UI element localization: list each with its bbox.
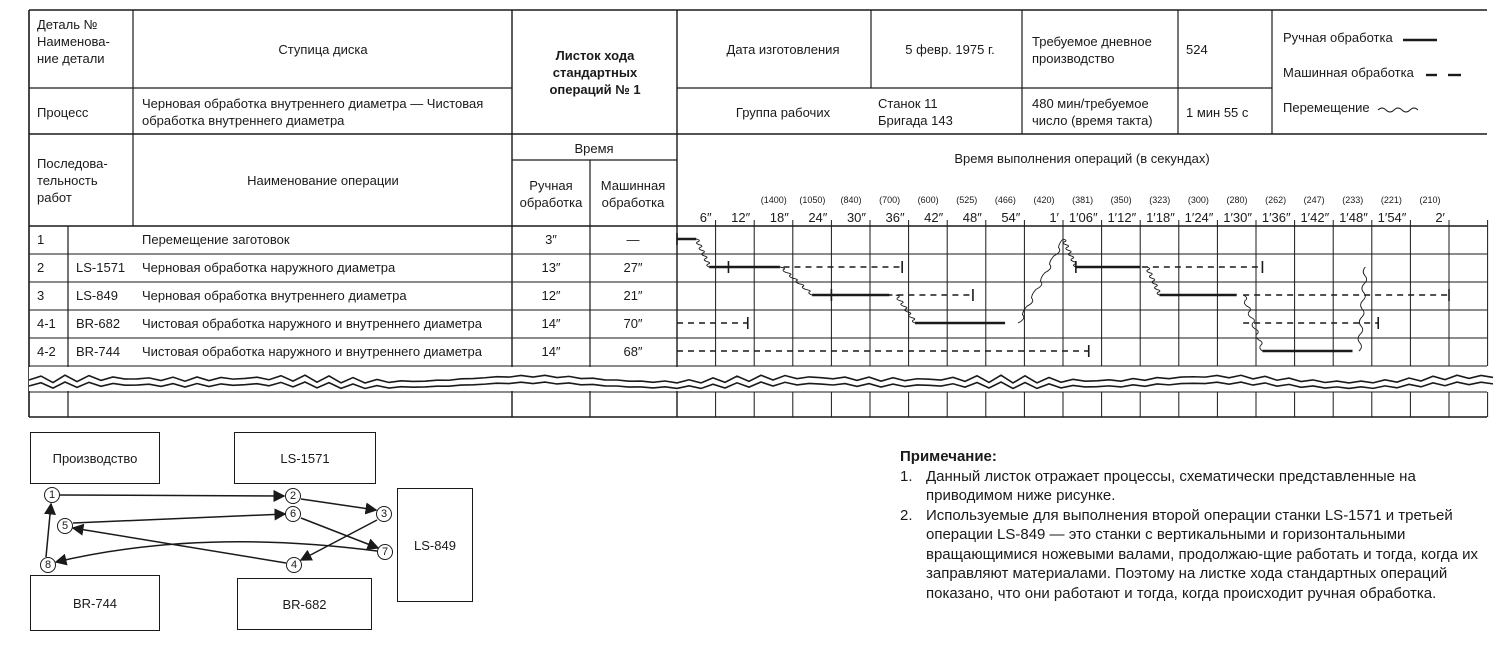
machine-time-header: Машинная обработка bbox=[600, 178, 666, 210]
row-machine-time: 68″ bbox=[623, 344, 643, 359]
rate-label: (1400) bbox=[760, 195, 787, 205]
rate-label: (262) bbox=[1265, 195, 1287, 205]
legend-manual: Ручная обработка bbox=[1283, 30, 1393, 45]
flow-node-8: 8 bbox=[40, 557, 56, 573]
rate-label: (247) bbox=[1303, 195, 1325, 205]
tick-label: 1′48″ bbox=[1339, 210, 1368, 225]
rate-label: (466) bbox=[994, 195, 1016, 205]
seq-header: Последова-тельность работ bbox=[37, 156, 108, 205]
row-name: Чистовая обработка наружного и внутреннего диаметра bbox=[142, 316, 482, 331]
daily-value: 524 bbox=[1186, 42, 1208, 57]
row-code: BR-744 bbox=[76, 344, 121, 359]
part-label: Деталь № Наименова-ние детали bbox=[37, 17, 110, 66]
tick-label: 42″ bbox=[924, 210, 944, 225]
row-name: Черновая обработка внутреннего диаметра bbox=[142, 288, 407, 303]
tick-label: 30″ bbox=[846, 210, 866, 225]
row-manual-time: 12″ bbox=[541, 288, 561, 303]
row-code: BR-682 bbox=[76, 316, 121, 331]
row-name: Перемещение заготовок bbox=[142, 232, 290, 247]
tick-label: 1′30″ bbox=[1223, 210, 1252, 225]
rate-label: (350) bbox=[1110, 195, 1132, 205]
tick-label: 36″ bbox=[885, 210, 905, 225]
row-machine-time: 27″ bbox=[623, 260, 643, 275]
rate-label: (840) bbox=[840, 195, 862, 205]
tick-label: 1′54″ bbox=[1377, 210, 1407, 225]
row-machine-time: — bbox=[626, 232, 640, 247]
part-name: Ступица диска bbox=[278, 42, 368, 57]
row-manual-time: 3″ bbox=[545, 232, 557, 247]
flow-node-4: 4 bbox=[286, 557, 302, 573]
rate-label: (600) bbox=[917, 195, 939, 205]
rate-label: (233) bbox=[1342, 195, 1364, 205]
legend-machine: Машинная обработка bbox=[1283, 65, 1414, 80]
rate-label: (1050) bbox=[799, 195, 826, 205]
note-item-2: 2. Используемые для выполнения второй операции станки LS-1571 и третьей операции LS-849 — это станки с вертикальными и горизонтальными вращающимися ножевыми валами, продолжаю-щие работать и тогда, когда их заправляют материалами. Поэтому на листке хода стандартных операций показано, что они работают и тогда, когда происходит ручная обработка. bbox=[900, 506, 1479, 602]
date-label: Дата изготовления bbox=[726, 42, 840, 57]
tick-label: 1′ bbox=[1049, 210, 1059, 225]
tick-label: 1′36″ bbox=[1261, 210, 1291, 225]
op-name-header: Наименование операции bbox=[247, 173, 399, 188]
row-manual-time: 13″ bbox=[541, 260, 561, 275]
date-value: 5 февр. 1975 г. bbox=[905, 42, 995, 57]
legend-move: Перемещение bbox=[1283, 100, 1370, 115]
tick-label: 12″ bbox=[731, 210, 751, 225]
row-seq: 4-2 bbox=[37, 344, 56, 359]
time-header: Время bbox=[574, 141, 614, 156]
tick-label: 18″ bbox=[769, 210, 789, 225]
group-value: Станок 11 Бригада 143 bbox=[878, 96, 953, 128]
process-label: Процесс bbox=[37, 105, 89, 120]
rate-label: (323) bbox=[1149, 195, 1171, 205]
note-list bbox=[900, 467, 1490, 604]
timeline-header: Время выполнения операций (в секундах) bbox=[954, 151, 1210, 166]
sheet-title: Листок хода стандартных операций № 1 bbox=[549, 48, 641, 97]
box-br-744: BR-744 bbox=[30, 575, 160, 631]
row-code: LS-1571 bbox=[76, 260, 126, 275]
tick-label: 48″ bbox=[962, 210, 982, 225]
flow-node-1: 1 bbox=[44, 487, 60, 503]
tick-label: 6″ bbox=[699, 210, 712, 225]
flow-node-5: 5 bbox=[57, 518, 73, 534]
tick-label: 54″ bbox=[1001, 210, 1021, 225]
row-manual-time: 14″ bbox=[541, 316, 561, 331]
group-label: Группа рабочих bbox=[735, 105, 831, 120]
rate-label: (381) bbox=[1072, 195, 1094, 205]
flow-node-3: 3 bbox=[376, 506, 392, 522]
tick-label: 1′24″ bbox=[1184, 210, 1214, 225]
tick-label: 2′ bbox=[1435, 210, 1445, 225]
takt-value: 1 мин 55 с bbox=[1186, 105, 1249, 120]
row-machine-time: 21″ bbox=[623, 288, 643, 303]
note-item-1: 1. Данный листок отражает процессы, схематически представленные на приводимом ниже рисунке. bbox=[900, 467, 1416, 504]
rate-label: (280) bbox=[1226, 195, 1248, 205]
row-seq: 1 bbox=[37, 232, 45, 247]
rate-label: (210) bbox=[1419, 195, 1441, 205]
tick-label: 1′06″ bbox=[1068, 210, 1098, 225]
tick-label: 1′18″ bbox=[1146, 210, 1175, 225]
box-ls-849: LS-849 bbox=[397, 488, 473, 602]
tick-label: 24″ bbox=[808, 210, 828, 225]
row-machine-time: 70″ bbox=[623, 316, 643, 331]
note-title: Примечание: bbox=[900, 448, 997, 465]
tick-label: 1′12″ bbox=[1107, 210, 1137, 225]
row-seq: 2 bbox=[37, 260, 45, 275]
rate-label: (420) bbox=[1033, 195, 1055, 205]
box-ls-1571: LS-1571 bbox=[234, 432, 376, 484]
flow-node-2: 2 bbox=[285, 488, 301, 504]
row-seq: 4-1 bbox=[37, 316, 56, 331]
note bbox=[900, 447, 1490, 603]
flow-diagram bbox=[0, 430, 880, 651]
row-seq: 3 bbox=[37, 288, 45, 303]
box-production: Производство bbox=[30, 432, 160, 484]
row-manual-time: 14″ bbox=[541, 344, 561, 359]
tick-label: 1′42″ bbox=[1300, 210, 1330, 225]
rate-label: (525) bbox=[956, 195, 978, 205]
daily-label: Требуемое дневное производство bbox=[1032, 34, 1152, 66]
process-value: Черновая обработка внутреннего диаметра — Чистовая обработка внутреннего диаметра bbox=[142, 96, 484, 128]
flow-node-7: 7 bbox=[377, 544, 393, 560]
box-br-682: BR-682 bbox=[237, 578, 372, 630]
takt-label: 480 мин/требуемое число (время такта) bbox=[1032, 96, 1153, 128]
row-name: Чистовая обработка наружного и внутреннего диаметра bbox=[142, 344, 482, 359]
rate-label: (300) bbox=[1187, 195, 1209, 205]
manual-time-header: Ручная обработка bbox=[519, 178, 583, 210]
rate-label: (700) bbox=[879, 195, 901, 205]
rate-label: (221) bbox=[1380, 195, 1402, 205]
row-name: Черновая обработка наружного диаметра bbox=[142, 260, 396, 275]
flow-node-6: 6 bbox=[285, 506, 301, 522]
row-code: LS-849 bbox=[76, 288, 118, 303]
